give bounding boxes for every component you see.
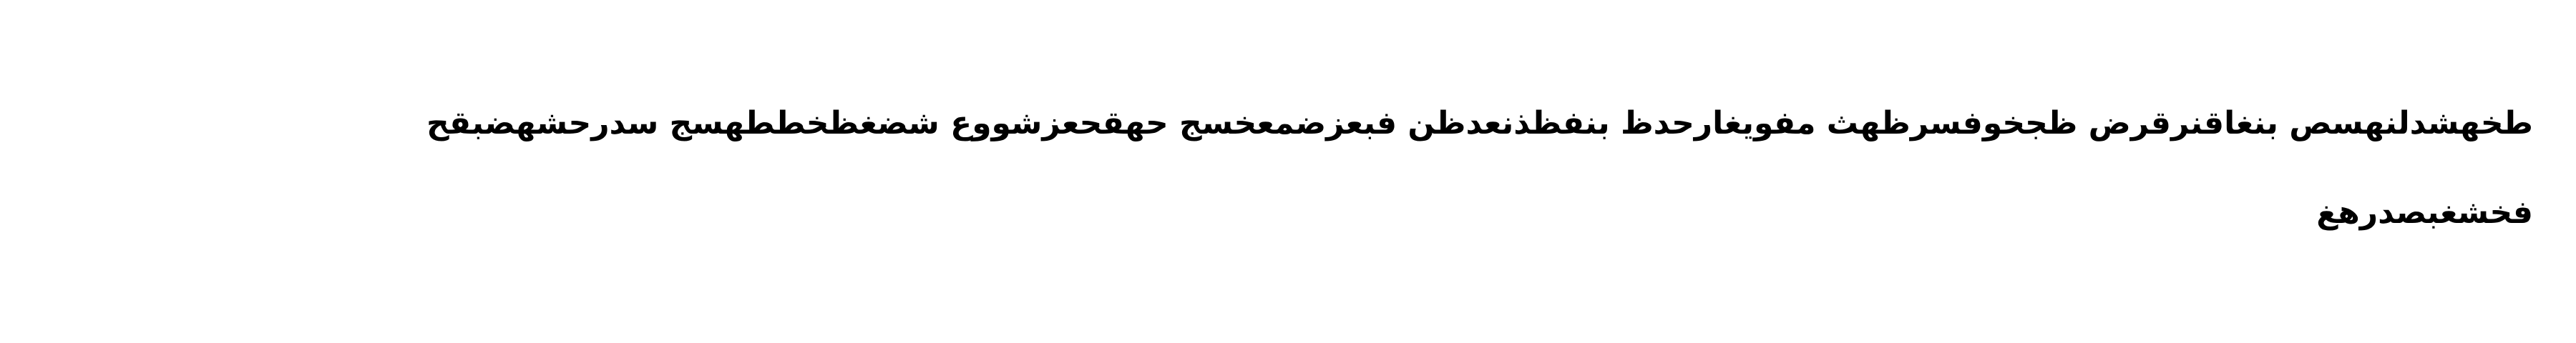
text-line-1: طخهشدلنهسص بنغاقنرقرض ظجخوفسرظهث مفويغارحدظ بنفظذنعدظن فبعزضمعخسج حهقحعزشووع شضغظخططهسج سدرحشهضبقح [426,105,2533,141]
paragraph [301,79,2533,257]
text-line-2: فخشغبصدرهغ [2316,194,2533,231]
